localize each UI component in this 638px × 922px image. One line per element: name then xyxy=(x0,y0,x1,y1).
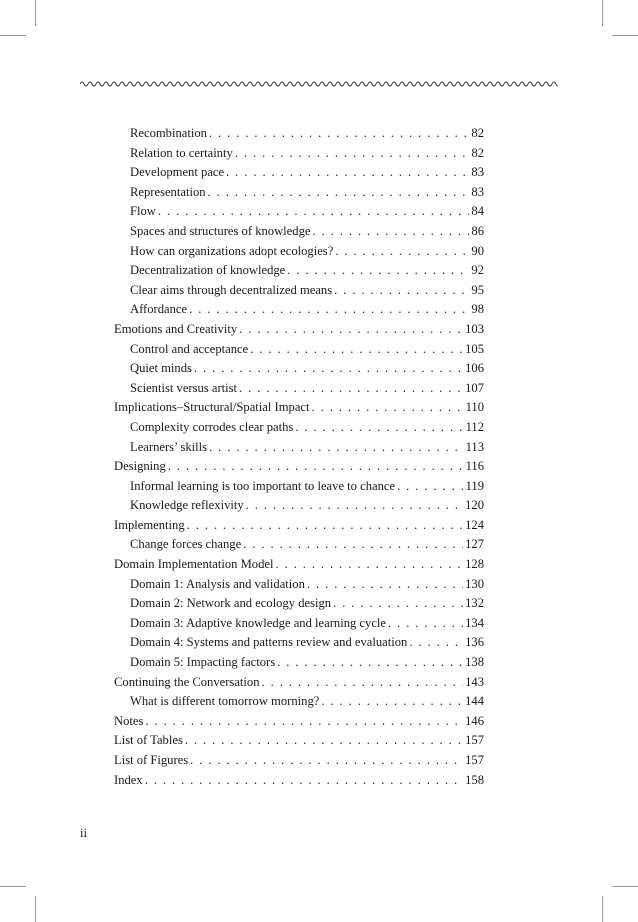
dot-leader xyxy=(312,398,464,418)
dot-leader xyxy=(333,594,463,614)
toc-entry xyxy=(114,712,484,732)
dot-leader xyxy=(246,496,463,516)
dot-leader xyxy=(208,183,470,203)
toc-entry-page: 86 xyxy=(471,223,484,238)
dot-leader xyxy=(189,300,469,320)
toc-entry-title: Domain 1: Analysis and validation xyxy=(130,576,305,591)
dot-leader xyxy=(145,771,463,791)
dot-leader xyxy=(334,281,469,301)
toc-entry-page: 82 xyxy=(471,126,484,140)
dot-leader xyxy=(235,144,470,164)
crop-mark xyxy=(35,0,36,26)
wave-line xyxy=(80,82,558,86)
toc-entry-page: 107 xyxy=(465,380,484,395)
toc-entry-title: Index xyxy=(114,772,143,787)
toc-entry-title: Learners’ skills xyxy=(130,439,208,454)
toc-entry xyxy=(114,496,484,516)
toc-entry-title: Quiet minds xyxy=(130,361,192,376)
toc-entry-title: Implications–Structural/Spatial Impact xyxy=(114,400,310,415)
toc-entry-page: 120 xyxy=(465,498,484,513)
dot-leader xyxy=(321,692,463,712)
toc-entry-page: 103 xyxy=(465,321,484,336)
toc-entry xyxy=(114,398,484,418)
dot-leader xyxy=(226,163,469,183)
toc-entry xyxy=(114,653,484,673)
toc-entry xyxy=(114,457,484,477)
dot-leader xyxy=(209,438,464,458)
dot-leader xyxy=(168,457,464,477)
toc-entry xyxy=(114,379,484,399)
toc-entry-title: Affordance xyxy=(130,302,188,317)
toc-entry-title: Implementing xyxy=(114,517,185,532)
toc-entry-page: 119 xyxy=(465,478,484,493)
dot-leader xyxy=(185,731,463,751)
crop-mark xyxy=(612,35,638,36)
toc-entry-title: Control and acceptance xyxy=(130,341,249,356)
toc-entry xyxy=(114,418,484,438)
toc-entry xyxy=(114,555,484,575)
toc-entry-page: 98 xyxy=(471,302,484,317)
toc-entry-title: Decentralization of knowledge xyxy=(130,263,286,278)
toc-entry-page: 105 xyxy=(465,341,484,356)
toc-entry xyxy=(114,183,484,203)
toc-entry-page: 82 xyxy=(471,145,484,160)
dot-leader xyxy=(276,555,464,575)
toc-entry-page: 157 xyxy=(465,733,484,748)
toc-entry-page: 106 xyxy=(465,361,484,376)
toc-entry xyxy=(114,594,484,614)
toc-entry-page: 84 xyxy=(471,204,484,219)
toc-entry-title: Relation to certainty xyxy=(130,145,233,160)
toc-entry-title: Spaces and structures of knowledge xyxy=(130,223,311,238)
toc-entry-title: Development pace xyxy=(130,165,225,180)
toc-entry xyxy=(114,163,484,183)
toc-entry-title: Flow xyxy=(130,204,156,219)
crop-mark xyxy=(35,896,36,922)
dot-leader xyxy=(209,124,469,144)
toc-entry-page: 158 xyxy=(465,772,484,787)
toc-entry-page: 132 xyxy=(465,596,484,611)
dot-leader xyxy=(277,653,463,673)
toc-entry-page: 146 xyxy=(465,713,484,728)
toc-entry xyxy=(114,692,484,712)
toc-entry xyxy=(114,222,484,242)
toc-entry-title: Domain 4: Systems and patterns review and evaluation xyxy=(130,635,408,650)
toc-entry-title: How can organizations adopt ecologies? xyxy=(130,243,334,258)
dot-leader xyxy=(145,712,463,732)
toc-entry-page: 110 xyxy=(465,400,484,415)
toc-entry-title: List of Tables xyxy=(114,733,183,748)
toc-entry-title: List of Figures xyxy=(114,753,189,767)
dot-leader xyxy=(194,359,463,379)
toc-entry-title: Recombination xyxy=(130,126,207,140)
toc-entry-title: Emotions and Creativity xyxy=(114,321,238,336)
toc-entry-title: Domain 5: Impacting factors xyxy=(130,655,276,670)
toc-entry xyxy=(114,300,484,320)
toc-entry-title: Domain Implementation Model xyxy=(114,557,274,572)
dot-leader xyxy=(388,614,463,634)
toc-entry-page: 83 xyxy=(471,165,484,180)
dot-leader xyxy=(187,516,463,536)
toc-entry-page: 130 xyxy=(465,576,484,591)
crop-mark xyxy=(612,886,638,887)
toc-entry xyxy=(114,673,484,693)
crop-mark xyxy=(602,896,603,922)
toc-entry-title: Domain 3: Adaptive knowledge and learning cycle xyxy=(130,615,386,630)
toc-entry-page: 143 xyxy=(465,674,484,689)
toc-entry xyxy=(114,438,484,458)
dot-leader xyxy=(250,340,463,360)
crop-mark xyxy=(602,0,603,26)
toc-entry xyxy=(114,535,484,555)
toc-entry-page: 112 xyxy=(465,419,484,434)
toc-entry-page: 92 xyxy=(471,263,484,278)
toc-entry xyxy=(114,633,484,653)
toc-entry-page: 124 xyxy=(465,517,484,532)
dot-leader xyxy=(409,633,463,653)
toc-entry-page: 83 xyxy=(471,184,484,199)
toc-entry-page: 113 xyxy=(465,439,484,454)
toc-entry xyxy=(114,614,484,634)
dot-leader xyxy=(262,673,464,693)
toc-entry-title: Change forces change xyxy=(130,537,242,552)
dot-leader xyxy=(307,575,463,595)
toc-entry-page: 127 xyxy=(465,537,484,552)
dot-leader xyxy=(287,261,469,281)
toc-entry xyxy=(114,202,484,222)
toc-entry-title: Clear aims through decentralized means xyxy=(130,282,333,297)
toc-entry-title: Continuing the Conversation xyxy=(114,674,260,689)
dot-leader xyxy=(397,477,463,497)
toc-entry-title: Complexity corrodes clear paths xyxy=(130,419,294,434)
dot-leader xyxy=(335,242,469,262)
page-number: ii xyxy=(80,826,87,840)
toc-entry xyxy=(114,359,484,379)
dot-leader xyxy=(190,751,463,771)
table-of-contents xyxy=(114,124,484,790)
toc-entry xyxy=(114,242,484,262)
dot-leader xyxy=(295,418,463,438)
toc-entry-title: What is different tomorrow morning? xyxy=(130,694,320,709)
toc-entry-page: 134 xyxy=(465,615,484,630)
toc-entry-title: Informal learning is too important to leave to chance xyxy=(130,478,396,493)
crop-mark xyxy=(0,35,26,36)
toc-entry-page: 157 xyxy=(465,753,484,767)
toc-entry-title: Representation xyxy=(130,184,206,199)
dot-leader xyxy=(243,535,463,555)
toc-entry xyxy=(114,340,484,360)
decorative-wave-rule xyxy=(80,78,558,90)
toc-entry-page: 90 xyxy=(471,243,484,258)
toc-entry-page: 128 xyxy=(465,557,484,572)
toc-entry xyxy=(114,124,484,144)
toc-entry-page: 138 xyxy=(465,655,484,670)
dot-leader xyxy=(239,379,463,399)
toc-entry xyxy=(114,575,484,595)
toc-entry-title: Scientist versus artist xyxy=(130,380,238,395)
toc-entry xyxy=(114,477,484,497)
crop-mark xyxy=(0,886,26,887)
toc-entry xyxy=(114,144,484,164)
toc-entry-page: 95 xyxy=(471,282,484,297)
toc-entry-title: Notes xyxy=(114,713,144,728)
toc-entry xyxy=(114,516,484,536)
dot-leader xyxy=(239,320,463,340)
toc-entry-page: 116 xyxy=(465,459,484,474)
toc-entry xyxy=(114,771,484,791)
toc-entry xyxy=(114,320,484,340)
dot-leader xyxy=(158,202,470,222)
toc-entry-title: Knowledge reflexivity xyxy=(130,498,244,513)
dot-leader xyxy=(312,222,469,242)
toc-entry-title: Domain 2: Network and ecology design xyxy=(130,596,332,611)
toc-entry-page: 144 xyxy=(465,694,484,709)
toc-entry xyxy=(114,751,484,771)
toc-entry-page: 136 xyxy=(465,635,484,650)
toc-entry xyxy=(114,281,484,301)
toc-entry xyxy=(114,731,484,751)
toc-entry xyxy=(114,261,484,281)
toc-entry-title: Designing xyxy=(114,459,166,474)
